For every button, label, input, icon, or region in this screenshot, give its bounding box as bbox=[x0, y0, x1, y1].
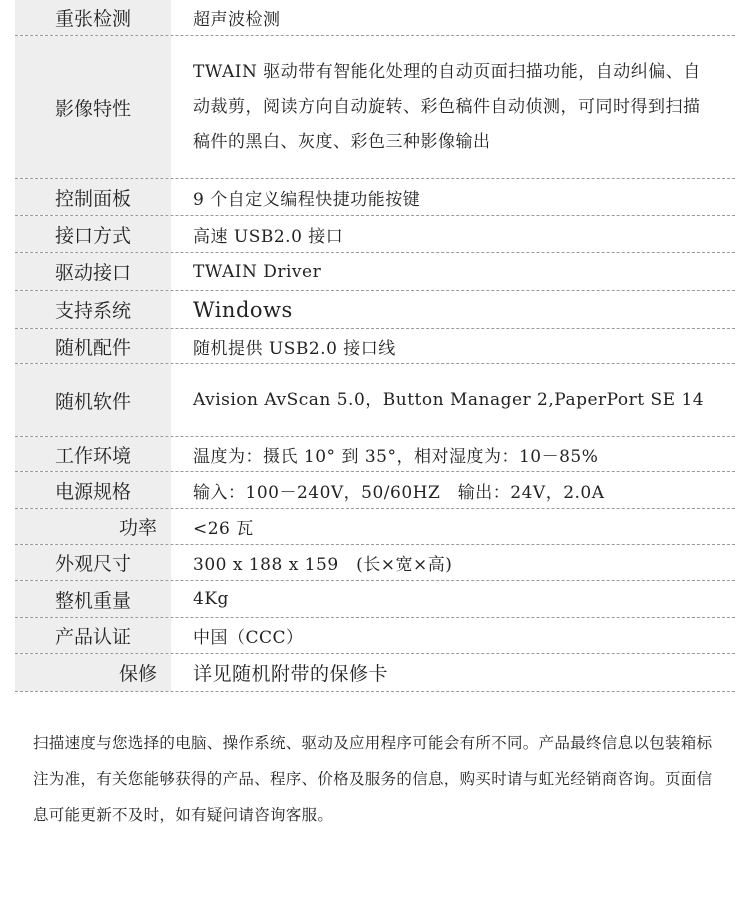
spec-label: 驱动接口 bbox=[15, 253, 171, 290]
spec-row bbox=[15, 0, 735, 36]
spec-value: 超声波检测 bbox=[171, 0, 735, 35]
spec-label: 随机软件 bbox=[15, 364, 171, 436]
spec-row bbox=[15, 329, 735, 364]
spec-label: 功率 bbox=[15, 509, 171, 544]
spec-row bbox=[15, 179, 735, 216]
spec-row bbox=[15, 291, 735, 329]
spec-label: 外观尺寸 bbox=[15, 545, 171, 580]
spec-label: 保修 bbox=[15, 654, 171, 691]
spec-table bbox=[15, 0, 735, 692]
spec-row bbox=[15, 618, 735, 654]
spec-row bbox=[15, 654, 735, 692]
spec-label: 控制面板 bbox=[15, 179, 171, 215]
spec-value: TWAIN 驱动带有智能化处理的自动页面扫描功能，自动纠偏、自动裁剪，阅读方向自动旋转、彩色稿件自动侦测，可同时得到扫描稿件的黑白、灰度、彩色三种影像输出 bbox=[171, 36, 735, 178]
spec-row bbox=[15, 472, 735, 509]
spec-value: TWAIN Driver bbox=[171, 253, 735, 290]
spec-label: 电源规格 bbox=[15, 472, 171, 508]
spec-label: 接口方式 bbox=[15, 216, 171, 252]
spec-row bbox=[15, 437, 735, 472]
spec-label: 随机配件 bbox=[15, 329, 171, 363]
spec-value: Windows bbox=[171, 291, 735, 328]
spec-value: 详见随机附带的保修卡 bbox=[171, 654, 735, 691]
spec-row bbox=[15, 581, 735, 618]
spec-row bbox=[15, 216, 735, 253]
spec-label: 产品认证 bbox=[15, 618, 171, 653]
spec-value: 输入：100－240V，50/60HZ 输出：24V，2.0A bbox=[171, 472, 735, 508]
spec-row bbox=[15, 545, 735, 581]
spec-value: Avision AvScan 5.0，Button Manager 2,PaperPort SE 14 bbox=[171, 364, 735, 436]
spec-value: 300 x 188 x 159 (长×宽×高) bbox=[171, 545, 735, 580]
spec-value: 温度为：摄氏 10° 到 35°，相对湿度为：10－85% bbox=[171, 437, 735, 471]
spec-row bbox=[15, 36, 735, 179]
spec-label: 影像特性 bbox=[15, 36, 171, 178]
spec-value: 随机提供 USB2.0 接口线 bbox=[171, 329, 735, 363]
spec-label: 整机重量 bbox=[15, 581, 171, 617]
spec-label: 重张检测 bbox=[15, 0, 171, 35]
spec-value: 中国（CCC） bbox=[171, 618, 735, 653]
spec-value: 9 个自定义编程快捷功能按键 bbox=[171, 179, 735, 215]
spec-value: <26 瓦 bbox=[171, 509, 735, 544]
spec-label: 工作环境 bbox=[15, 437, 171, 471]
spec-row bbox=[15, 509, 735, 545]
disclaimer-note: 扫描速度与您选择的电脑、操作系统、驱动及应用程序可能会有所不同。产品最终信息以包装箱标注为准，有关您能够获得的产品、程序、价格及服务的信息，购买时请与虹光经销商咨询。页面信息可能更新不及时，如有疑问请咨询客服。 bbox=[33, 734, 713, 824]
spec-row bbox=[15, 253, 735, 291]
spec-value: 高速 USB2.0 接口 bbox=[171, 216, 735, 252]
spec-label: 支持系统 bbox=[15, 291, 171, 328]
spec-row bbox=[15, 364, 735, 437]
spec-value: 4Kg bbox=[171, 581, 735, 617]
